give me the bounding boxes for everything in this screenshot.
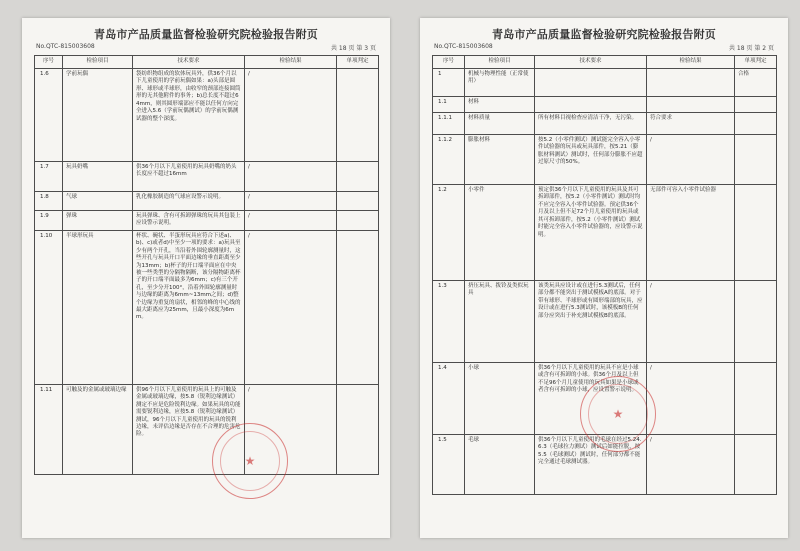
- row-requirement: [535, 97, 647, 113]
- row-verdict: [735, 113, 777, 135]
- header-item: 检验项目: [63, 56, 133, 69]
- row-requirement: 乳化橡胶制造的气球应设警示说明。: [133, 192, 245, 211]
- table-row: [433, 185, 777, 281]
- row-number: 1.2: [433, 185, 465, 281]
- header-result: 检验结果: [647, 56, 735, 69]
- row-verdict: [337, 384, 379, 474]
- row-item: 材料质量: [465, 113, 535, 135]
- row-number: 1.1.1: [433, 113, 465, 135]
- row-item: 挤压玩具、拨铃及类似玩具: [465, 281, 535, 363]
- page-title: 青岛市产品质量监督检验研究院检验报告附页: [94, 28, 318, 41]
- row-result: 无部件可容入小零件试验器: [647, 185, 735, 281]
- row-requirement: 按5.2（小零件测试）测试能完全容入小零件试验器的玩具或玩具部件，按5.21（膨胀材料测试）测试时，任何部分膨胀不应超过原尺寸的50%。: [535, 135, 647, 185]
- table-row: [35, 69, 379, 162]
- row-number: 1.3: [433, 281, 465, 363]
- table-row: [433, 69, 777, 97]
- row-result: [647, 69, 735, 97]
- row-item: 毛球: [465, 435, 535, 495]
- row-item: 气球: [63, 192, 133, 211]
- page-count: 共 18 页 第 2 页: [729, 45, 774, 52]
- table-row: [35, 192, 379, 211]
- row-number: 1.7: [35, 162, 63, 192]
- row-item: 材料: [465, 97, 535, 113]
- row-result: /: [647, 363, 735, 435]
- row-result: [647, 97, 735, 113]
- row-verdict: [337, 69, 379, 162]
- table-row: [433, 113, 777, 135]
- row-item: 小零件: [465, 185, 535, 281]
- header-no: 序号: [433, 56, 465, 69]
- row-verdict: [337, 211, 379, 231]
- row-item: 小球: [465, 363, 535, 435]
- row-item: 半球形玩具: [63, 230, 133, 384]
- row-requirement: 袋纺织物组成的软体玩具外，供36个月以下儿童使用的学前玩偶如果：a)头部是圆形、球形或半球形，由收窄的颈部连接圆筒形的无其他附件的事务；b)总长度不超过64mm，则其圆形端部应不能以任何方向完全进入5.6（学前玩偶测试）的学前玩偶测试器的整个深度。: [133, 69, 245, 162]
- row-result: /: [647, 135, 735, 185]
- row-verdict: [337, 230, 379, 384]
- row-result: /: [245, 384, 337, 474]
- table-row: [433, 135, 777, 185]
- header-verdict: 单项判定: [735, 56, 777, 69]
- row-verdict: [735, 363, 777, 435]
- row-number: 1.1.2: [433, 135, 465, 185]
- row-result: /: [245, 211, 337, 231]
- header-result: 检验结果: [245, 56, 337, 69]
- row-item: 膨胀材料: [465, 135, 535, 185]
- row-verdict: [735, 97, 777, 113]
- row-verdict: [735, 435, 777, 495]
- row-number: 1.5: [433, 435, 465, 495]
- row-requirement: 预定供36个月以下儿童使用的玩具及其可拆卸部件，按5.2（小零件测试）测试时均不应完全容入小零件试验器。预定供36个月及以上但不足72个月儿童使用的玩具或其可拆卸部件，按5.2（小零件测试）测试时能完全容入小零件试验器的，应设警示说明。: [535, 185, 647, 281]
- row-number: 1.11: [35, 384, 63, 474]
- row-number: 1.9: [35, 211, 63, 231]
- row-requirement: 供96个月以下儿童使用的玩具上的可触及金属或玻璃边缘，按5.8（锐利边缘测试）测定不应是危险锐利边缘。如果玩具的功能需要锐利边缘，应按5.8（锐利边缘测试）测试，96个月以下儿童使用的玩具的锐利边缘，未评估边缘是否存在不合理的危害危险。: [133, 384, 245, 474]
- row-verdict: [735, 135, 777, 185]
- table-row: [35, 230, 379, 384]
- row-requirement: 该类玩具应设计或在进行5.3测试后，任何部分都不能突出于测试模板A的底部。对于带有球形、半球形或有圆形端部的玩具，应设计或在进行5.3测试时，该模板B的任何部分应突出于补充测试模板B的底部。: [535, 281, 647, 363]
- row-result: /: [245, 162, 337, 192]
- row-requirement: 供36个月以下儿童使用的玩具奶嘴的奶头长度应不超过16mm: [133, 162, 245, 192]
- header-requirement: 技术要求: [133, 56, 245, 69]
- row-number: 1.6: [35, 69, 63, 162]
- row-result: 符合要求: [647, 113, 735, 135]
- row-verdict: [337, 162, 379, 192]
- header-item: 检验项目: [465, 56, 535, 69]
- table-row: [35, 384, 379, 474]
- row-number: 1.10: [35, 230, 63, 384]
- table-row: [433, 281, 777, 363]
- row-number: 1.1: [433, 97, 465, 113]
- row-item: 弹珠: [63, 211, 133, 231]
- report-page-left: [22, 18, 390, 538]
- row-requirement: 杯状、碗状、半蛋形玩具应符合下述a)、b)、c)或者d)中至少一项的要求：a)玩具至少有两个开孔，当沿着外围轮廓测量时，这些开孔与玩具开口平面边缘的垂直距离至少为13mm；b)杯子的开口端平面应在中央被一些类型的分隔物隔断，该分隔物距离杯子的开口端平面最多为6mm；c)有三个开孔，至少分开100°，沿着外围轮廓测量时与边缘的距离为6mm~13mm之间；d)整个边缘为重复的扇状，相邻的峰的中心线的最大距离应为25mm，且最小深度为6mm。: [133, 230, 245, 384]
- row-requirement: 供36个月以下儿童使用的玩具不应是小球或含有可拆卸的小球。供36个月及以上但不足96个月儿童使用的玩具如果是小球或者含有可拆卸的小球，应设置警示说明。: [535, 363, 647, 435]
- table-row: [35, 211, 379, 231]
- header-requirement: 技术要求: [535, 56, 647, 69]
- row-requirement: 玩具弹珠、含有可拆卸弹珠的玩具其包装上应设警示说明。: [133, 211, 245, 231]
- header-no: 序号: [35, 56, 63, 69]
- row-verdict: [735, 281, 777, 363]
- row-result: /: [245, 192, 337, 211]
- row-result: /: [245, 69, 337, 162]
- page-title: 青岛市产品质量监督检验研究院检验报告附页: [492, 28, 716, 41]
- row-number: 1.8: [35, 192, 63, 211]
- row-requirement: 所有材料目视检查应清洁干净，无污染。: [535, 113, 647, 135]
- row-item: 玩具奶嘴: [63, 162, 133, 192]
- table-header: [433, 56, 777, 69]
- official-seal-stamp: ★: [212, 423, 288, 499]
- page-meta: [36, 43, 376, 52]
- row-item: 学前玩偶: [63, 69, 133, 162]
- row-result: /: [647, 281, 735, 363]
- table-header: [35, 56, 379, 69]
- header-verdict: 单项判定: [337, 56, 379, 69]
- row-verdict: 合格: [735, 69, 777, 97]
- page-meta: [434, 43, 774, 52]
- row-verdict: [337, 192, 379, 211]
- row-requirement: 供36个月以下儿童使用的毛球在经过5.24.6.3（毛球拉力测试）测试后如能拉脱，按5.5（毛球测试）测试时，任何部分都不能完全通过毛球测试器。: [535, 435, 647, 495]
- row-number: 1: [433, 69, 465, 97]
- table-row: [433, 97, 777, 113]
- table-row: [35, 162, 379, 192]
- row-result: /: [245, 230, 337, 384]
- row-result: /: [647, 435, 735, 495]
- inspection-table: [34, 55, 379, 475]
- page-count: 共 18 页 第 3 页: [331, 45, 376, 52]
- report-page-right: [420, 18, 788, 538]
- row-item: 可触及的金属或玻璃边缘: [63, 384, 133, 474]
- report-number: No.QTC-815003608: [434, 43, 493, 50]
- row-verdict: [735, 185, 777, 281]
- official-seal-stamp: ★: [580, 376, 656, 452]
- row-requirement: [535, 69, 647, 97]
- row-number: 1.4: [433, 363, 465, 435]
- report-number: No.QTC-815003608: [36, 43, 95, 50]
- row-item: 机械与物理性能（正常使用）: [465, 69, 535, 97]
